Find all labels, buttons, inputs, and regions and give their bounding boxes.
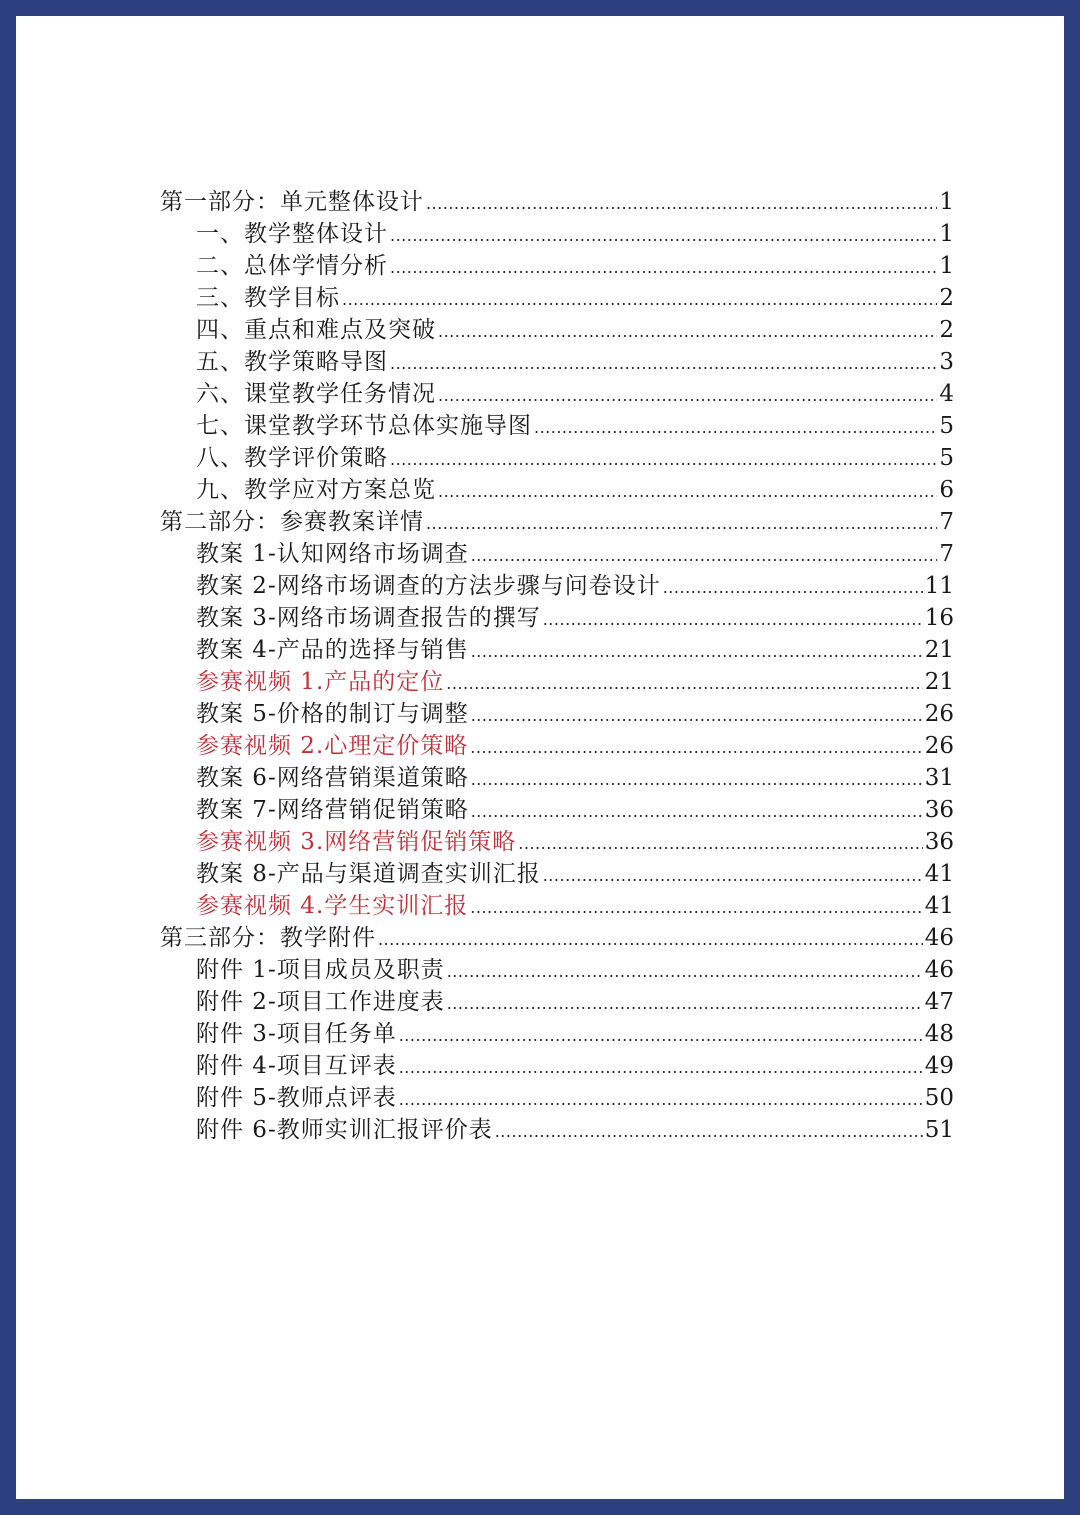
toc-entry[interactable]	[160, 698, 954, 730]
toc-entry[interactable]	[160, 1050, 954, 1082]
toc-dot-leader	[399, 1084, 923, 1116]
toc-page-number: 51	[924, 1117, 954, 1143]
toc-entry-title: 附件 6-教师实训汇报评价表	[196, 1117, 493, 1143]
toc-entry-title: 教案 3-网络市场调查报告的撰写	[196, 605, 541, 631]
toc-entry[interactable]	[160, 570, 954, 602]
toc-dot-leader	[426, 188, 937, 220]
toc-entry[interactable]	[160, 954, 954, 986]
toc-entry[interactable]	[160, 1114, 954, 1146]
toc-entry[interactable]	[160, 442, 954, 474]
toc-entry[interactable]	[160, 314, 954, 346]
toc-page-number: 47	[924, 989, 954, 1015]
toc-page-number: 4	[939, 381, 954, 407]
toc-dot-leader	[447, 988, 923, 1020]
toc-entry-title: 教案 1-认知网络市场调查	[196, 541, 469, 567]
toc-entry[interactable]	[160, 858, 954, 890]
toc-entry[interactable]	[160, 826, 954, 858]
toc-entry[interactable]	[160, 538, 954, 570]
toc-entry-title: 三、教学目标	[196, 285, 340, 311]
toc-page-number: 21	[924, 637, 954, 663]
toc-dot-leader	[663, 572, 923, 604]
toc-entry[interactable]	[160, 634, 954, 666]
toc-page-number: 48	[924, 1021, 954, 1047]
toc-entry[interactable]	[160, 250, 954, 282]
toc-entry-title: 六、课堂教学任务情况	[196, 381, 436, 407]
toc-entry-title: 附件 5-教师点评表	[196, 1085, 397, 1111]
toc-dot-leader	[470, 732, 922, 764]
toc-page-number: 7	[939, 541, 954, 567]
toc-dot-leader	[471, 764, 923, 796]
toc-dot-leader	[518, 828, 922, 860]
toc-entry[interactable]	[160, 346, 954, 378]
toc-dot-leader	[543, 860, 923, 892]
toc-page-number: 21	[924, 669, 954, 695]
toc-dot-leader	[471, 700, 923, 732]
toc-section-entry[interactable]	[160, 506, 954, 538]
toc-entry-title: 八、教学评价策略	[196, 445, 388, 471]
toc-dot-leader	[426, 508, 937, 540]
toc-dot-leader	[470, 892, 922, 924]
toc-entry[interactable]	[160, 282, 954, 314]
toc-entry[interactable]	[160, 378, 954, 410]
toc-page-number: 46	[924, 925, 954, 951]
toc-dot-leader	[543, 604, 923, 636]
toc-entry[interactable]	[160, 1018, 954, 1050]
toc-entry-title: 第一部分：单元整体设计	[160, 189, 424, 215]
toc-entry[interactable]	[160, 986, 954, 1018]
toc-entry-title: 五、教学策略导图	[196, 349, 388, 375]
toc-section-entry[interactable]	[160, 186, 954, 218]
toc-page-number: 1	[939, 253, 954, 279]
toc-page-number: 1	[939, 221, 954, 247]
toc-entry[interactable]	[160, 602, 954, 634]
toc-entry-title: 一、教学整体设计	[196, 221, 388, 247]
toc-page-number: 46	[924, 957, 954, 983]
toc-entry-title: 二、总体学情分析	[196, 253, 388, 279]
toc-dot-leader	[399, 1020, 923, 1052]
toc-entry[interactable]	[160, 474, 954, 506]
toc-entry-title: 第三部分：教学附件	[160, 925, 376, 951]
toc-page-number: 41	[924, 893, 954, 919]
toc-dot-leader	[471, 540, 938, 572]
toc-page-number: 2	[939, 285, 954, 311]
toc-dot-leader	[438, 476, 937, 508]
toc-entry-title: 附件 4-项目互评表	[196, 1053, 397, 1079]
toc-page-number: 6	[939, 477, 954, 503]
toc-entry[interactable]	[160, 730, 954, 762]
toc-entry[interactable]	[160, 794, 954, 826]
toc-entry[interactable]	[160, 410, 954, 442]
toc-entry[interactable]	[160, 762, 954, 794]
document-page	[16, 16, 1064, 1499]
toc-page-number: 26	[924, 701, 954, 727]
toc-dot-leader	[378, 924, 923, 956]
toc-section-entry[interactable]	[160, 922, 954, 954]
toc-dot-leader	[495, 1116, 923, 1148]
toc-page-number: 5	[939, 445, 954, 471]
toc-dot-leader	[390, 444, 937, 476]
toc-page-number: 2	[939, 317, 954, 343]
toc-entry[interactable]	[160, 1082, 954, 1114]
toc-page-number: 50	[924, 1085, 954, 1111]
toc-entry-title: 附件 1-项目成员及职责	[196, 957, 445, 983]
table-of-contents	[160, 186, 954, 1146]
toc-entry-title: 第二部分：参赛教案详情	[160, 509, 424, 535]
toc-page-number: 26	[924, 733, 954, 759]
toc-page-number: 7	[939, 509, 954, 535]
toc-dot-leader	[471, 636, 923, 668]
toc-entry-title: 九、教学应对方案总览	[196, 477, 436, 503]
toc-dot-leader	[447, 956, 923, 988]
toc-page-number: 11	[924, 573, 954, 599]
toc-entry-title: 教案 7-网络营销促销策略	[196, 797, 469, 823]
toc-entry[interactable]	[160, 666, 954, 698]
toc-entry-title: 教案 6-网络营销渠道策略	[196, 765, 469, 791]
toc-entry-title: 参赛视频 4.学生实训汇报	[196, 893, 469, 919]
toc-entry[interactable]	[160, 218, 954, 250]
toc-dot-leader	[390, 220, 937, 252]
toc-entry-title: 参赛视频 3.网络营销促销策略	[196, 829, 517, 855]
toc-entry-title: 参赛视频 2.心理定价策略	[196, 733, 469, 759]
toc-entry-title: 教案 5-价格的制订与调整	[196, 701, 469, 727]
toc-dot-leader	[438, 316, 937, 348]
toc-page-number: 1	[939, 189, 954, 215]
toc-page-number: 5	[939, 413, 954, 439]
toc-dot-leader	[342, 284, 937, 316]
toc-page-number: 41	[924, 861, 954, 887]
toc-entry-title: 教案 2-网络市场调查的方法步骤与问卷设计	[196, 573, 661, 599]
toc-entry[interactable]	[160, 890, 954, 922]
toc-page-number: 16	[924, 605, 954, 631]
toc-entry-title: 教案 8-产品与渠道调查实训汇报	[196, 861, 541, 887]
toc-dot-leader	[534, 412, 937, 444]
toc-page-number: 49	[924, 1053, 954, 1079]
toc-entry-title: 参赛视频 1.产品的定位	[196, 669, 445, 695]
toc-page-number: 36	[924, 797, 954, 823]
toc-dot-leader	[390, 252, 937, 284]
toc-page-number: 36	[924, 829, 954, 855]
toc-page-number: 31	[924, 765, 954, 791]
toc-dot-leader	[438, 380, 937, 412]
toc-entry-title: 教案 4-产品的选择与销售	[196, 637, 469, 663]
toc-entry-title: 附件 2-项目工作进度表	[196, 989, 445, 1015]
toc-entry-title: 七、课堂教学环节总体实施导图	[196, 413, 532, 439]
toc-dot-leader	[399, 1052, 923, 1084]
toc-dot-leader	[471, 796, 923, 828]
toc-entry-title: 四、重点和难点及突破	[196, 317, 436, 343]
toc-entry-title: 附件 3-项目任务单	[196, 1021, 397, 1047]
toc-page-number: 3	[939, 349, 954, 375]
toc-dot-leader	[390, 348, 937, 380]
toc-dot-leader	[446, 668, 922, 700]
